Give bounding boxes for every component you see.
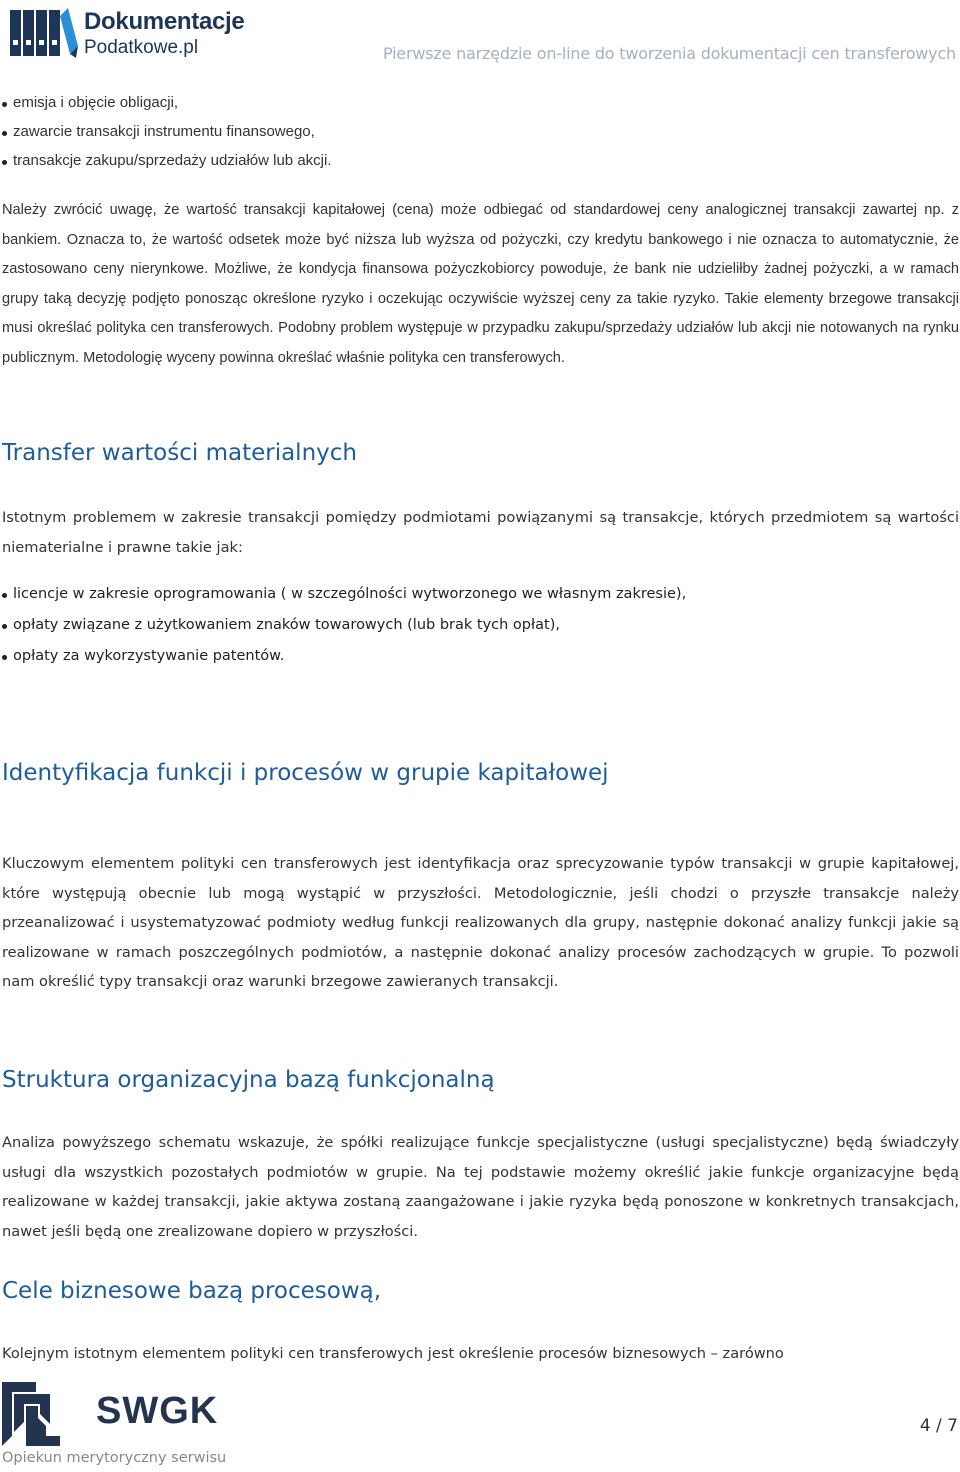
section-heading-business-goals: Cele biznesowe bazą procesową, [2,1278,382,1304]
paragraph-intangibles: Istotnym problemem w zakresie transakcji pomiędzy podmiotami powiązanymi są transakcje, których przedmiotem są wartości niematerialne i prawne takie jak: [2,509,959,556]
list-item: transakcje zakupu/sprzedaży udziałów lub akcji. [0,150,332,179]
logo-subtitle: Podatkowe.pl [84,37,199,58]
swgk-logo-icon [2,1378,90,1450]
header-tagline: Pierwsze narzędzie on-line do tworzenia dokumentacji cen transferowych [382,44,956,63]
footer-subtitle: Opiekun merytoryczny serwisu [2,1450,227,1466]
list-item: opłaty za wykorzystywanie patentów. [0,645,686,676]
logo-title: Dokumentacje [84,8,245,35]
list-item: licencje w zakresie oprogramowania ( w szczególności wytworzonego we własnym zakresie), [0,583,686,614]
paragraph-capital-transactions: Należy zwrócić uwagę, że wartość transakcji kapitałowej (cena) może odbiegać od standardowej ceny analogicznej transakcji zawartej np. z bankiem. Oznacza to, że wartość odsetek może być niższa lub wyższa od pożyczki, czy kredytu bankowego i nie oznacza to automatycznie, że zastosowano ceny nierynkowe. Możliwe, że kondycja finansowa pożyczkobiorcy powoduje, że bank nie udzieliłby żadnej pożyczki, a w ramach grupy taką decyzję podjęto ponosząc określone ryzyko i oczekując oczywiście wyższej ceny za takie ryzyko. Takie elementy brzegowe transakcji musi określać polityka cen transferowych. Podobny problem występuje w przypadku zakupu/sprzedaży udziałów lub akcji nie notowanych na rynku publicznym. Metodologię wyceny powinna określać właśnie polityka cen transferowych. [2,202,959,366]
list-item: emisja i objęcie obligacji, [0,92,332,121]
footer-logo-text: SWGK [96,1390,219,1432]
paragraph-business-goals: Kolejnym istotnym elementem polityki cen transferowych jest określenie procesów biznesowych – zarówno [2,1345,784,1362]
page-header [0,0,960,70]
list-item: opłaty związane z użytkowaniem znaków towarowych (lub brak tych opłat), [0,614,686,645]
capital-transactions-list [0,92,332,179]
list-item: zawarcie transakcji instrumentu finansowego, [0,121,332,150]
paragraph-identification: Kluczowym elementem polityki cen transferowych jest identyfikacja oraz sprecyzowanie typów transakcji w grupie kapitałowej, które występują obecnie lub mogą wystąpić w przyszłości. Metodologicznie, jeśli chodzi o przyszłe transakcje należy przeanalizować i usystematyzować podmioty według funkcji realizowanych dla grupy, następnie dokonać analizy funkcji jakie są realizowane w ramach poszczególnych podmiotów, a następnie dokonać analizy procesów zachodzących w grupie. To pozwoli nam określić typy transakcji oraz warunki brzegowe zawieranych transakcji. [2,855,959,990]
binders-logo-icon [8,6,80,60]
section-heading-transfer: Transfer wartości materialnych [2,440,357,466]
intangibles-list [0,583,686,676]
page-number: 4 / 7 [919,1416,958,1436]
paragraph-structure: Analiza powyższego schematu wskazuje, że spółki realizujące funkcje specjalistyczne (usługi specjalistyczne) będą świadczyły usługi dla wszystkich pozostałych podmiotów w grupie. Na tej podstawie możemy określić jakie funkcje organizacyjne będą realizowane w każdej transakcji, jakie aktywa zostaną zaangażowane i jakie ryzyka będą ponoszone w konkretnych transakcjach, nawet jeśli będą one zrealizowane dopiero w przyszłości. [2,1134,959,1240]
section-heading-structure: Struktura organizacyjna bazą funkcjonalną [2,1067,495,1093]
section-heading-identification: Identyfikacja funkcji i procesów w grupie kapitałowej [2,760,609,786]
